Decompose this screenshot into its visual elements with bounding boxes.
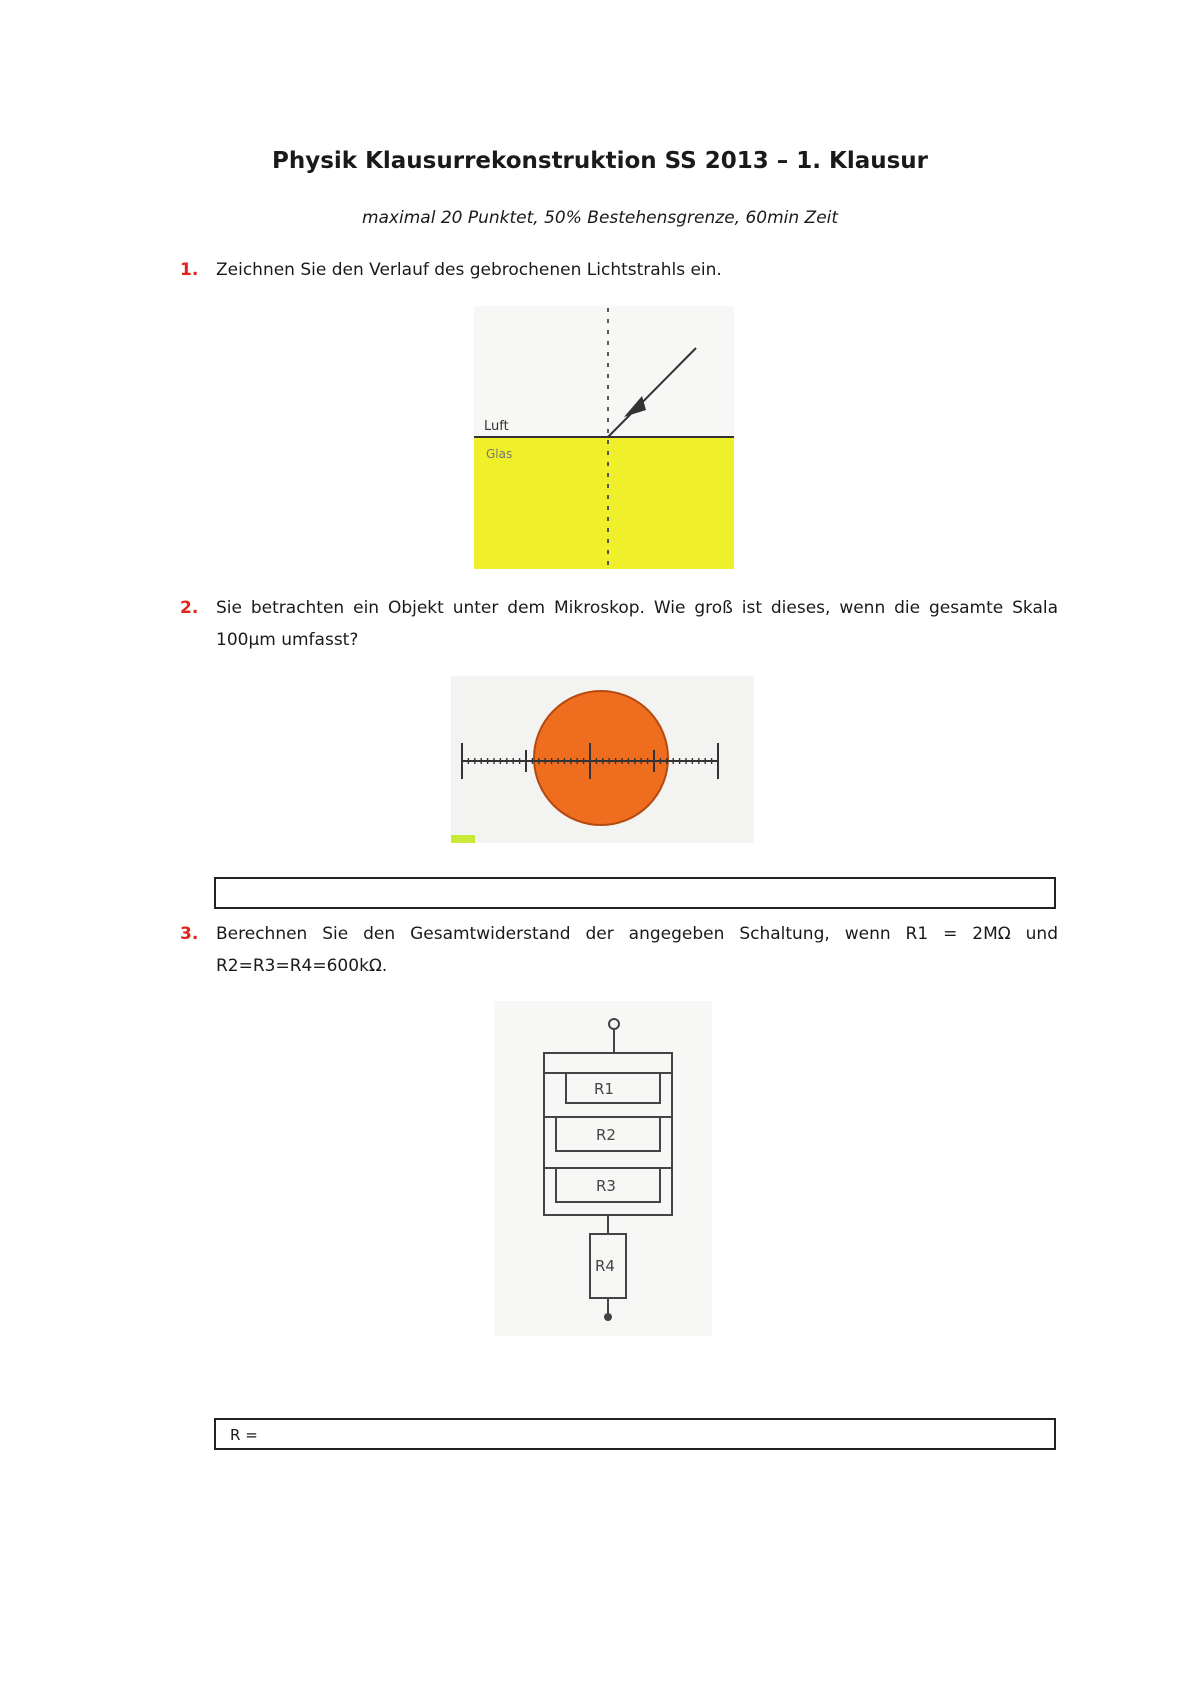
corner-mark: [451, 835, 475, 843]
circuit-figure: [494, 1001, 712, 1336]
question-text: Berechnen Sie den Gesamtwiderstand der angegeben Schaltung, wenn R1 = 2MΩ und R2=R3=R4=600kΩ.: [216, 924, 1058, 976]
answer-box[interactable]: [214, 877, 1056, 909]
question-text: Zeichnen Sie den Verlauf des gebrochenen Lichtstrahls ein.: [216, 260, 722, 280]
answer-box[interactable]: [214, 1418, 1056, 1450]
refraction-figure: [474, 306, 734, 569]
question-number: 1.: [180, 260, 199, 280]
medium-label-air: Luft: [484, 419, 509, 434]
question-text: Sie betrachten ein Objekt unter dem Mikroskop. Wie groß ist dieses, wenn die gesamte Skala 100µm umfasst?: [216, 598, 1058, 650]
question-number: 3.: [180, 924, 199, 944]
page-title: Physik Klausurrekonstruktion SS 2013 – 1. Klausur: [271, 148, 929, 174]
microscope-figure: [451, 676, 754, 843]
medium-label-glass: Glas: [486, 447, 513, 461]
glass-region: [474, 437, 734, 569]
resistor-label: R1: [594, 1080, 614, 1098]
resistor-label: R3: [596, 1177, 616, 1195]
question-number: 2.: [180, 598, 199, 618]
air-region: [474, 306, 734, 437]
answer-label: R =: [230, 1426, 258, 1444]
terminal-bottom: [604, 1313, 612, 1321]
resistor-label: R4: [595, 1257, 615, 1275]
resistor-label: R2: [596, 1126, 616, 1144]
page-subtitle: maximal 20 Punktet, 50% Bestehensgrenze, 60min Zeit: [361, 208, 839, 228]
